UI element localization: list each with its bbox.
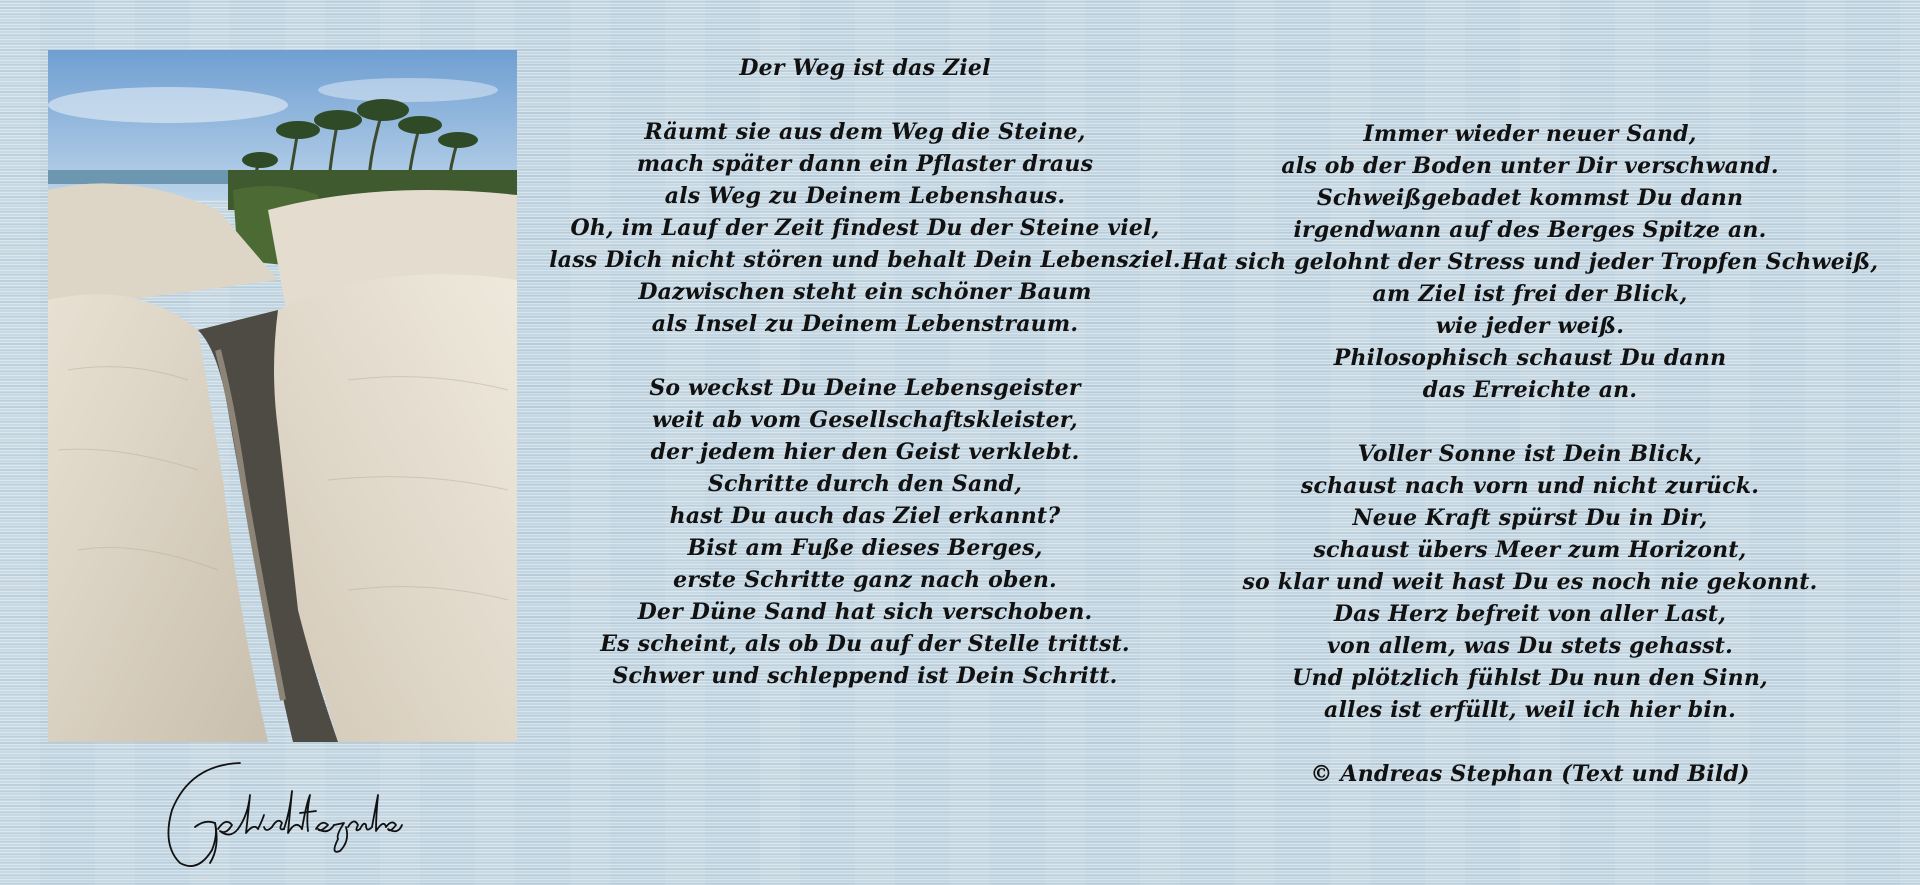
verse-line: Räumt sie aus dem Weg die Steine, bbox=[644, 119, 1086, 145]
verse-line: als Weg zu Deinem Lebenshaus. bbox=[664, 183, 1066, 209]
verse-line: der jedem hier den Geist verklebt. bbox=[650, 439, 1080, 465]
poem-left-column bbox=[545, 52, 1185, 692]
verse-line: schaust übers Meer zum Horizont, bbox=[1313, 537, 1747, 563]
verse-line: erste Schritte ganz nach oben. bbox=[673, 567, 1057, 593]
verse-line: Der Düne Sand hat sich verschoben. bbox=[637, 599, 1093, 625]
verse-line: Schwer und schleppend ist Dein Schritt. bbox=[612, 663, 1118, 689]
verse-line: Philosophisch schaust Du dann bbox=[1333, 345, 1727, 371]
stanza-right-1 bbox=[1180, 118, 1880, 406]
verse-line: hast Du auch das Ziel erkannt? bbox=[669, 503, 1061, 529]
verse-line: wie jeder weiß. bbox=[1435, 313, 1625, 339]
stanza-gap bbox=[1180, 406, 1880, 438]
verse-line: Hat sich gelohnt der Stress und jeder Tropfen Schweiß, bbox=[1181, 249, 1879, 275]
verse-line: So weckst Du Deine Lebensgeister bbox=[649, 375, 1081, 401]
verse-line: schaust nach vorn und nicht zurück. bbox=[1300, 473, 1760, 499]
verse-line: Oh, im Lauf der Zeit findest Du der Steine viel, bbox=[570, 215, 1160, 241]
verse-line: Voller Sonne ist Dein Blick, bbox=[1357, 441, 1703, 467]
stanza-left-2 bbox=[545, 372, 1185, 692]
verse-line: das Erreichte an. bbox=[1422, 377, 1638, 403]
verse-line: Neue Kraft spürst Du in Dir, bbox=[1352, 505, 1708, 531]
poem-title: Der Weg ist das Ziel bbox=[739, 55, 991, 81]
verse-line: Schweißgebadet kommst Du dann bbox=[1316, 185, 1744, 211]
verse-line: am Ziel ist frei der Blick, bbox=[1372, 281, 1688, 307]
stanza-right-2 bbox=[1180, 438, 1880, 726]
verse-line: Es scheint, als ob Du auf der Stelle trittst. bbox=[600, 631, 1130, 657]
verse-line: als ob der Boden unter Dir verschwand. bbox=[1281, 153, 1779, 179]
verse-line: Und plötzlich fühlst Du nun den Sinn, bbox=[1292, 665, 1768, 691]
verse-line: Schritte durch den Sand, bbox=[707, 471, 1023, 497]
verse-line: Das Herz befreit von aller Last, bbox=[1333, 601, 1727, 627]
verse-line: Bist am Fuße dieses Berges, bbox=[687, 535, 1043, 561]
verse-line: mach später dann ein Pflaster draus bbox=[636, 151, 1094, 177]
verse-line: als Insel zu Deinem Lebenstraum. bbox=[651, 311, 1079, 337]
stanza-gap bbox=[545, 84, 1185, 116]
signature-icon bbox=[160, 755, 405, 870]
verse-line: alles ist erfüllt, weil ich hier bin. bbox=[1324, 697, 1736, 723]
verse-line: Immer wieder neuer Sand, bbox=[1363, 121, 1697, 147]
stanza-gap bbox=[545, 340, 1185, 372]
verse-line: lass Dich nicht stören und behalt Dein Lebensziel. bbox=[549, 247, 1181, 273]
gedichtezauber-signature-logo bbox=[160, 755, 405, 870]
verse-line: von allem, was Du stets gehasst. bbox=[1326, 633, 1734, 659]
verse-line: irgendwann auf des Berges Spitze an. bbox=[1293, 217, 1767, 243]
poem-right-column bbox=[1180, 118, 1880, 790]
stanza-left-1 bbox=[545, 116, 1185, 340]
verse-line: weit ab vom Gesellschaftskleister, bbox=[652, 407, 1078, 433]
verse-line: so klar und weit hast Du es noch nie gekonnt. bbox=[1242, 569, 1818, 595]
dune-photo bbox=[48, 50, 517, 742]
dune-photo-illustration bbox=[48, 50, 517, 742]
copyright-notice: © Andreas Stephan (Text und Bild) bbox=[1310, 761, 1750, 787]
verse-line: Dazwischen steht ein schöner Baum bbox=[638, 279, 1092, 305]
